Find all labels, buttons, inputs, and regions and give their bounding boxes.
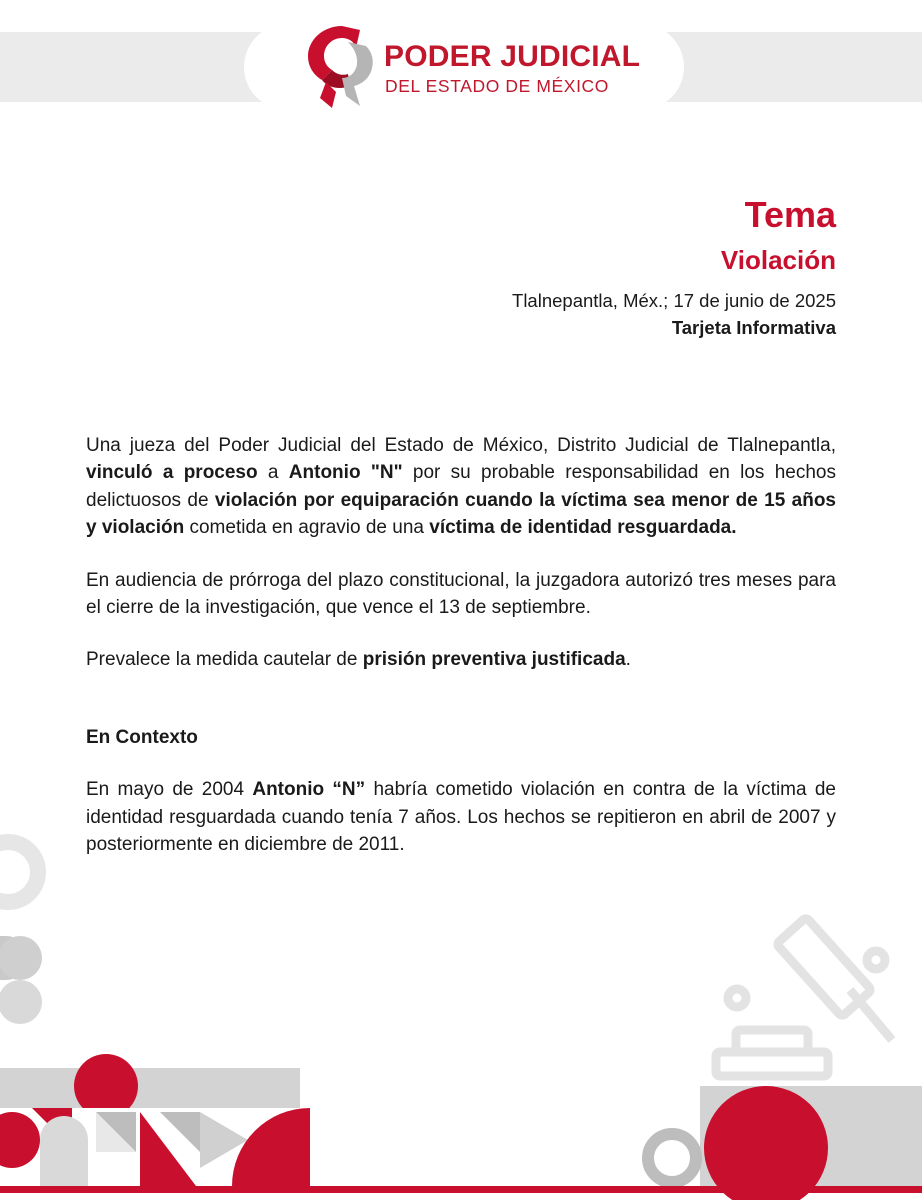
- text-run: .: [625, 649, 631, 671]
- decorative-circle-gray: [0, 980, 42, 1024]
- decorative-ring-right: [648, 1134, 696, 1182]
- text-run: a: [257, 462, 289, 484]
- decorative-block: [0, 1068, 300, 1186]
- topic-heading: Tema: [744, 194, 836, 235]
- decorative-circle-red: [0, 1112, 40, 1168]
- footer-red-line: [0, 1186, 922, 1193]
- decorative-ring-left: [0, 842, 38, 902]
- document-body: [86, 432, 836, 883]
- paragraph-3: [86, 646, 836, 673]
- decorative-white-strip: [0, 1108, 300, 1186]
- bold-run: víctima de identidad resguardada.: [429, 517, 737, 539]
- logo-subtitle: DEL ESTADO DE MÉXICO: [385, 76, 609, 96]
- bold-run: vinculó a proceso: [86, 462, 258, 484]
- bold-run: prisión preventiva justificada: [362, 649, 626, 671]
- institution-logo-icon: [302, 22, 378, 112]
- text-run: Una jueza del Poder Judicial del Estado de México, Distrito Judicial de Tlalnepantla,: [86, 435, 836, 456]
- bold-run: Antonio "N": [288, 462, 403, 484]
- decorative-triangle-red: [140, 1112, 196, 1186]
- paragraph-2: En audiencia de prórroga del plazo constitucional, la juzgadora autorizó tres meses para el cierre de la investigación, que vence el 13 de septiembre.: [86, 569, 836, 619]
- text-run: por su probable responsabilidad en los hechos delictuosos de: [86, 462, 836, 511]
- paragraph-4: [86, 776, 836, 858]
- decorative-quarter-circle-red: [232, 1108, 310, 1186]
- bold-run: Antonio “N”: [252, 779, 366, 801]
- text-run: Prevalece la medida cautelar de: [86, 649, 363, 671]
- decorative-circle-gray: [0, 936, 42, 980]
- title-block: [512, 190, 836, 341]
- decorative-triangle-gray: [96, 1112, 136, 1152]
- decorative-triangle-light: [96, 1112, 136, 1152]
- decorative-circle-red-large: [704, 1086, 828, 1200]
- gavel-icon: [716, 917, 892, 1076]
- decorative-shape-gray: [40, 1116, 88, 1186]
- dateline: Tlalnepantla, Méx.; 17 de junio de 2025: [512, 290, 836, 311]
- bold-run: violación por equiparación cuando la víctima sea menor de 15 años y violación: [86, 489, 836, 539]
- logo-title: PODER JUDICIAL: [384, 40, 641, 73]
- decorative-half-circle: [0, 936, 28, 980]
- paragraph-1: [86, 432, 836, 542]
- text-run: habría cometido violación en contra de la víctima de identidad resguardada cuando tenía 7 años. Los hechos se repitieron en abril de 2007 y posteriormente en diciembre de 2011.: [86, 779, 836, 856]
- decorative-triangle-gray: [160, 1112, 200, 1152]
- decorative-block: [700, 1086, 922, 1186]
- decorative-triangle-red: [32, 1108, 72, 1148]
- topic-name: Violación: [720, 245, 836, 275]
- document-type-label: Tarjeta Informativa: [671, 317, 836, 338]
- decorative-circle-red: [74, 1054, 138, 1118]
- text-run: En mayo de 2004: [86, 779, 253, 801]
- text-run: cometida en agravio de una: [184, 517, 430, 539]
- decorative-triangle-gray: [200, 1112, 248, 1168]
- context-heading: En Contexto: [86, 726, 198, 748]
